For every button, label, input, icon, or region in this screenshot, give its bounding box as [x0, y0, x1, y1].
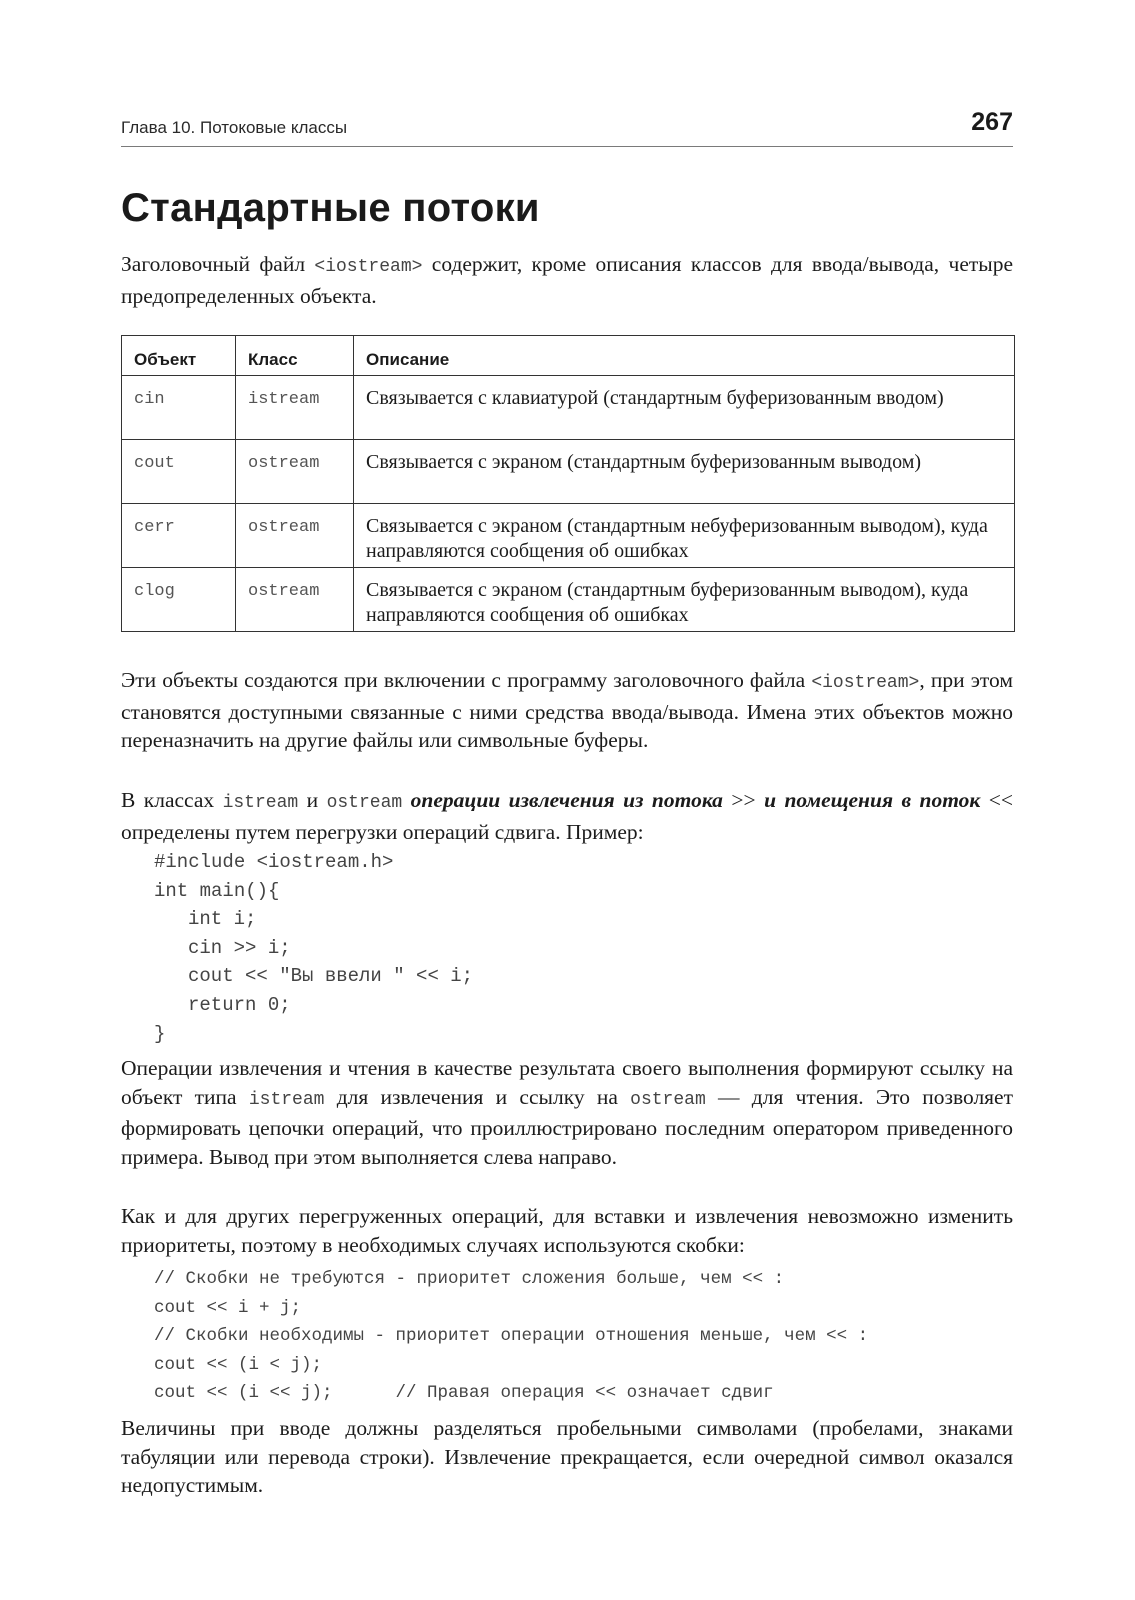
para4-code-istream: istream	[248, 1089, 325, 1110]
standard-streams-table	[121, 335, 1015, 632]
cell-description: Связывается с экраном (стандартным буферизованным выводом)	[354, 440, 1015, 504]
header-description: Описание	[354, 336, 1015, 376]
para2-text-2: , при этом становятся доступными связанные с ними средства ввода/вывода. Имена этих объектов можно переназначить на другие файлы или символьные буферы.	[121, 668, 1013, 752]
operations-paragraph	[121, 786, 1013, 846]
code-line: int main(){	[154, 879, 280, 902]
code-line: }	[154, 1022, 166, 1045]
intro-text-2: содержит, кроме описания классов для ввода/вывода, четыре предопределенных объекта.	[121, 252, 1013, 308]
cell-description: Связывается с клавиатурой (стандартным буферизованным вводом)	[354, 376, 1015, 440]
code-line: int i;	[188, 908, 257, 931]
header-class: Класс	[236, 336, 354, 376]
page-number: 267	[971, 108, 1013, 136]
whitespace-paragraph: Величины при вводе должны разделяться пробельными символами (пробелами, знаками табуляции или перевода строки). Извлечение прекращается, если очередной символ оказался недопустимым.	[121, 1416, 1013, 1497]
para3-text-5: << определены путем перегрузки операций сдвига. Пример:	[121, 788, 1013, 844]
intro-code-iostream: <iostream>	[314, 257, 423, 277]
code-line: cout << i + j;	[154, 1297, 302, 1318]
para3-term-insertion: и помещения в поток	[764, 788, 981, 812]
para2-code-iostream: <iostream>	[811, 673, 920, 693]
code-line: cout << (i < j);	[154, 1354, 323, 1375]
code-example-priority	[154, 1265, 868, 1408]
chapter-title: Глава 10. Потоковые классы	[121, 118, 348, 137]
table-row	[122, 504, 1015, 568]
para3-text-4: >>	[722, 788, 765, 812]
priority-paragraph: Как и для других перегруженных операций, для вставки и извлечения невозможно изменить приоритеты, поэтому в необходимых случаях используются скобки:	[121, 1204, 1013, 1257]
table-row	[122, 568, 1015, 632]
code-line: return 0;	[188, 993, 291, 1016]
para4-code-ostream: ostream	[630, 1089, 706, 1110]
intro-text-1: Заголовочный файл	[121, 252, 315, 276]
code-line: cout << "Вы ввели " << i;	[188, 965, 474, 988]
para3-text-1: В классах	[121, 788, 223, 812]
cell-object: cout	[122, 440, 236, 504]
code-line: cin >> i;	[188, 936, 291, 959]
table-row	[122, 440, 1015, 504]
chaining-paragraph	[121, 1054, 1013, 1171]
cell-description: Связывается с экраном (стандартным небуферизованным выводом), куда направляются сообщения об ошибках	[354, 504, 1015, 568]
cell-class: ostream	[236, 568, 354, 632]
cell-object: clog	[122, 568, 236, 632]
para3-term-extraction: операции извлечения из потока	[410, 788, 723, 812]
code-example-main	[154, 848, 473, 1048]
code-line: #include <iostream.h>	[154, 851, 394, 873]
para3-text-2: и	[298, 788, 327, 812]
code-line: // Скобки необходимы - приоритет операции отношения меньше, чем << :	[154, 1326, 869, 1347]
code-line: cout << (i << j); // Правая операция << означает сдвиг	[154, 1383, 774, 1404]
para4-text-2: для извлечения и ссылку на	[324, 1084, 631, 1109]
table-header-row	[122, 336, 1015, 376]
page-header	[121, 108, 1013, 147]
para2-text-1: Эти объекты создаются при включении с программу заголовочного файла	[121, 668, 812, 692]
para3-code-istream: istream	[222, 793, 299, 813]
para4-text-1: Операции извлечения и чтения в качестве результата своего выполнения формируют ссылку на объект типа	[121, 1056, 1013, 1109]
para3-text-3	[402, 788, 410, 812]
cell-class: ostream	[236, 440, 354, 504]
header-object: Объект	[122, 336, 236, 376]
code-line: // Скобки не требуются - приоритет сложения больше, чем << :	[154, 1269, 785, 1289]
section-title: Стандартные потоки	[121, 186, 540, 230]
cell-object: cerr	[122, 504, 236, 568]
cell-class: istream	[236, 376, 354, 440]
para3-code-ostream: ostream	[326, 793, 403, 813]
para4-text-3: — для чтения. Это позволяет формировать цепочки операций, что проиллюстрировано последним оператором приведенного примера. Вывод при этом выполняется слева направо.	[121, 1084, 1013, 1169]
table-row	[122, 376, 1015, 440]
cell-description: Связывается с экраном (стандартным буферизованным выводом), куда направляются сообщения об ошибках	[354, 568, 1015, 632]
cell-object: cin	[122, 376, 236, 440]
objects-paragraph	[121, 666, 1013, 755]
cell-class: ostream	[236, 504, 354, 568]
intro-paragraph	[121, 250, 1013, 310]
